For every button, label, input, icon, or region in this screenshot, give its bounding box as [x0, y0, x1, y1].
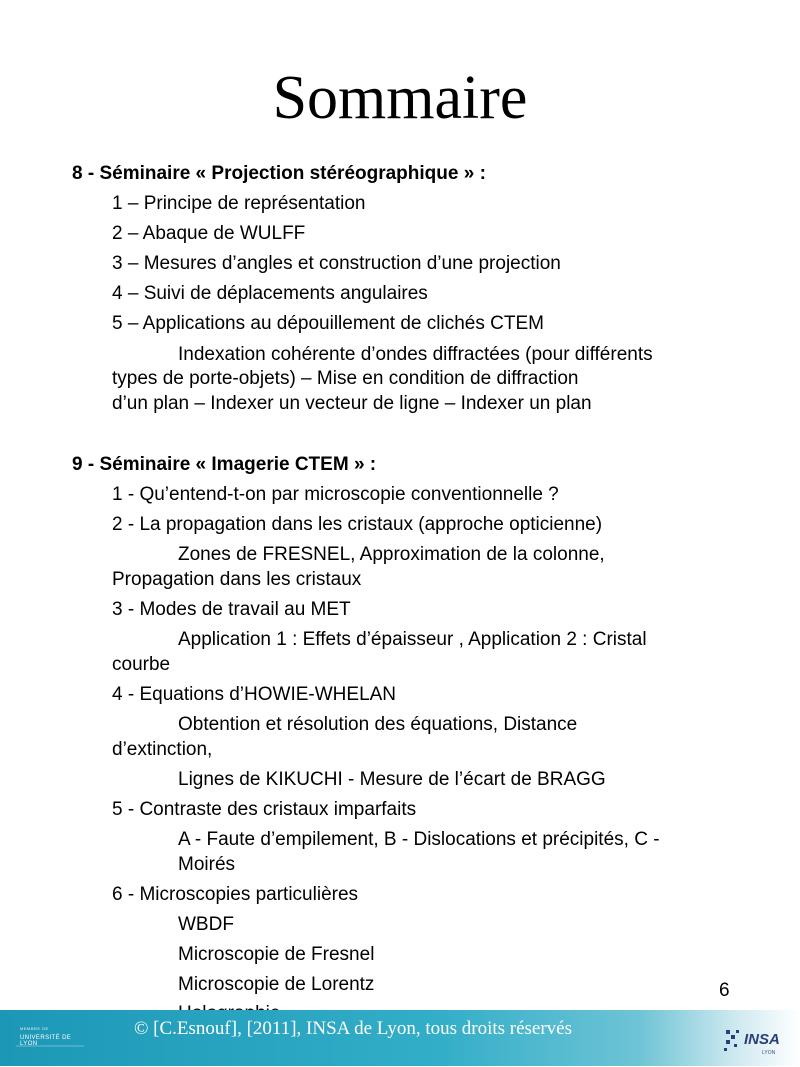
list-item-detail: Microscopie de Lorentz [178, 974, 375, 995]
list-item-detail: Indexation cohérente d’ondes diffractées (pour différents [178, 344, 653, 365]
list-item-detail: Lignes de KIKUCHI - Mesure de l’écart de BRAGG [178, 769, 606, 790]
page-title: Sommaire [272, 64, 528, 132]
section-heading-9: 9 - Séminaire « Imagerie CTEM » : [72, 454, 377, 475]
list-item-detail: Moirés [178, 854, 236, 875]
list-item: 6 - Microscopies particulières [112, 884, 359, 905]
logo-caption: MEMBRE DE [20, 1026, 49, 1031]
footer-band [0, 1010, 800, 1066]
list-item: 4 – Suivi de déplacements angulaires [112, 283, 428, 304]
insa-logo-text: INSA [744, 1031, 780, 1048]
list-item-detail: Microscopie de Fresnel [178, 944, 375, 965]
list-item-detail: Zones de FRESNEL, Approximation de la colonne, [178, 544, 605, 565]
list-item-detail: types de porte-objets) – Mise en condition de diffraction [112, 368, 579, 389]
list-item-detail: WBDF [178, 914, 234, 935]
logo-name: UNIVERSITÉ DE LYON [20, 1035, 72, 1047]
list-item: 2 – Abaque de WULFF [112, 223, 306, 244]
list-item: 1 – Principe de représentation [112, 193, 366, 214]
copyright-notice: © [C.Esnouf], [2011], INSA de Lyon, tous droits réservés [134, 1018, 573, 1039]
list-item: 3 – Mesures d’angles et construction d’une projection [112, 253, 561, 274]
list-item-detail: Application 1 : Effets d’épaisseur , Application 2 : Cristal [178, 629, 647, 650]
insa-logo [722, 1022, 788, 1062]
list-item-detail: Obtention et résolution des équations, Distance [178, 714, 578, 735]
insa-logo-subtext: LYON [762, 1050, 776, 1056]
list-item: 5 - Contraste des cristaux imparfaits [112, 799, 417, 820]
list-item-detail: d’extinction, [112, 739, 213, 760]
list-item: 3 - Modes de travail au MET [112, 599, 351, 620]
list-item: 5 – Applications au dépouillement de clichés CTEM [112, 313, 544, 334]
section-heading-8: 8 - Séminaire « Projection stéréographique » : [72, 163, 486, 184]
list-item-detail: Propagation dans les cristaux [112, 569, 362, 590]
universite-de-lyon-logo [14, 1024, 86, 1058]
list-item: 2 - La propagation dans les cristaux (approche opticienne) [112, 514, 603, 535]
list-item-detail: A - Faute d’empilement, B - Dislocations et précipités, C - [178, 829, 660, 850]
list-item: 1 - Qu’entend-t-on par microscopie conventionnelle ? [112, 484, 559, 505]
page-number: 6 [719, 980, 730, 1001]
list-item: 4 - Equations d’HOWIE-WHELAN [112, 684, 397, 705]
list-item-detail: d’un plan – Indexer un vecteur de ligne – Indexer un plan [112, 393, 592, 414]
list-item-detail: courbe [112, 654, 171, 675]
